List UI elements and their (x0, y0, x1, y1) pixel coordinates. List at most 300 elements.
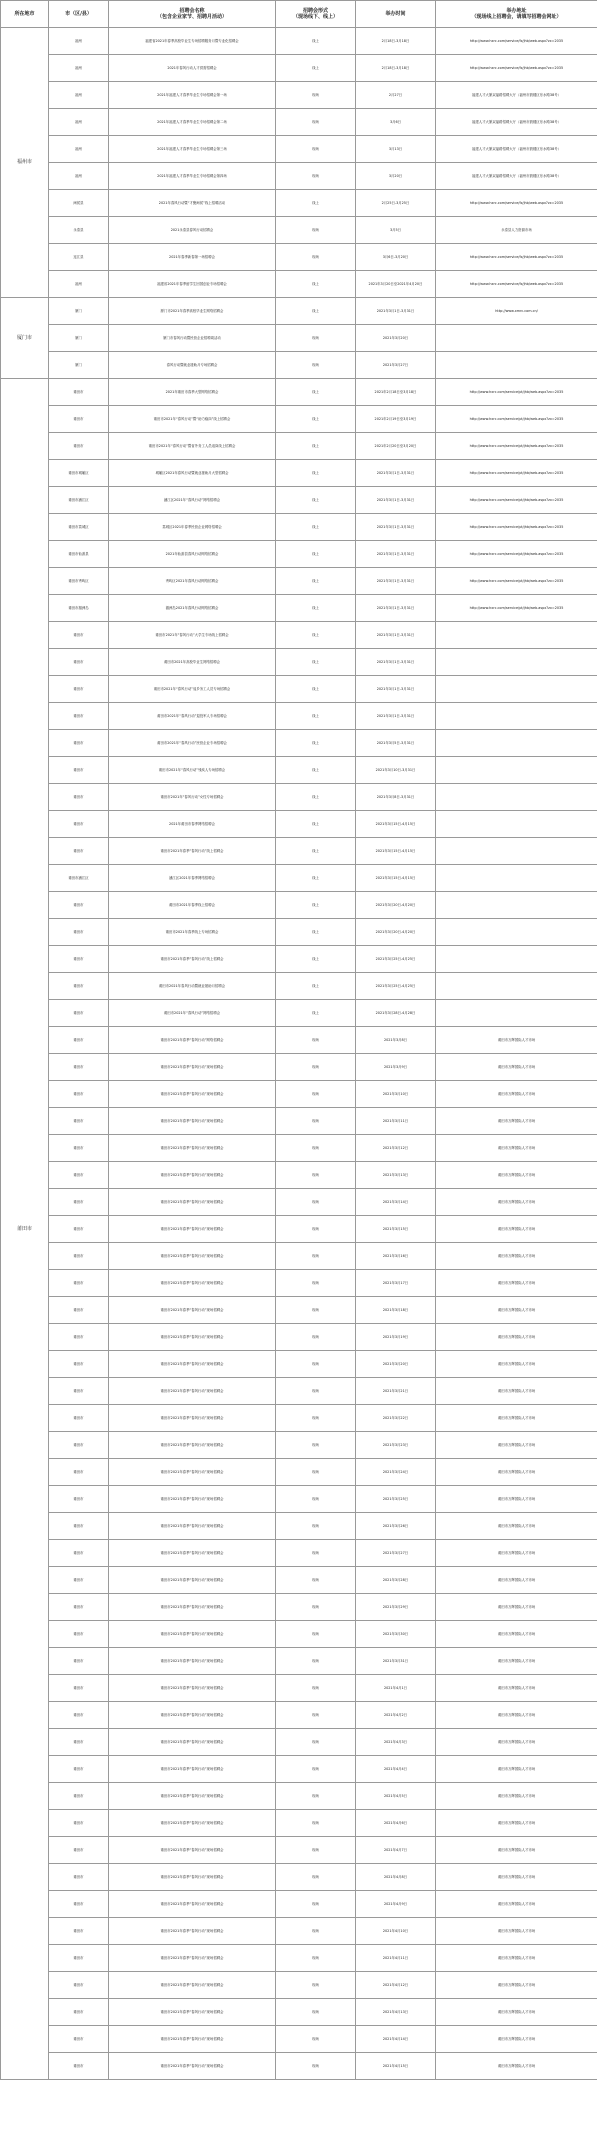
mode-cell: 线上 (276, 811, 356, 838)
mode-cell: 现场 (276, 2053, 356, 2080)
district-cell: 莆田市仙游县 (49, 541, 109, 568)
addr-cell: 莆田市万辉国际人才市场 (436, 1324, 597, 1351)
district-cell: 莆田市 (49, 1243, 109, 1270)
table-row (1, 946, 597, 973)
table-row (1, 1864, 597, 1891)
name-cell: 莆田市2021年春季“春风行动”现场招聘会 (109, 1945, 276, 1972)
name-cell: 莆田市2021年春季“春风行动”现场招聘会 (109, 1270, 276, 1297)
mode-cell: 线上 (276, 730, 356, 757)
mode-cell: 现场 (276, 217, 356, 244)
mode-cell: 线上 (276, 757, 356, 784)
mode-cell: 现场 (276, 1108, 356, 1135)
name-cell: 2021年莆田市春季网络招聘会 (109, 811, 276, 838)
table-row (1, 1027, 597, 1054)
district-cell: 莆田市 (49, 838, 109, 865)
time-cell: 2月27日 (356, 82, 436, 109)
mode-cell: 线上 (276, 838, 356, 865)
mode-cell: 线上 (276, 865, 356, 892)
district-cell: 莆田市 (49, 2026, 109, 2053)
district-cell: 莆田市 (49, 1297, 109, 1324)
name-cell: 莆田市2021年春季“春风行动”现场招聘会 (109, 1837, 276, 1864)
time-cell: 2021年4月6日 (356, 1810, 436, 1837)
header-addr-sub: （现场线上招聘会，请填写招聘会网址） (471, 14, 562, 20)
mode-cell: 现场 (276, 1135, 356, 1162)
time-cell: 3月5日 (356, 217, 436, 244)
addr-cell: 莆田市万辉国际人才市场 (436, 1891, 597, 1918)
addr-cell (436, 784, 597, 811)
addr-cell: 莆田市万辉国际人才市场 (436, 1945, 597, 1972)
addr-cell (436, 838, 597, 865)
table-row (1, 1594, 597, 1621)
time-cell: 2021年2月18日至3月18日 (356, 379, 436, 406)
district-cell: 莆田市 (49, 433, 109, 460)
time-cell: 2021年3月20日至2021年4月20日 (356, 271, 436, 298)
table-row (1, 55, 597, 82)
mode-cell: 现场 (276, 1729, 356, 1756)
table-row (1, 1243, 597, 1270)
time-cell: 2021年3月31日 (356, 1648, 436, 1675)
name-cell: 莆田市2021年春季“春风行动”现场招聘会 (109, 1891, 276, 1918)
name-cell: 莆田市2021年春季“春风行动”现场招聘会 (109, 1108, 276, 1135)
addr-cell: 莆田市万辉国际人才市场 (436, 1621, 597, 1648)
name-cell: 莆田市2021年春季“春风行动”现场招聘会 (109, 1513, 276, 1540)
name-cell: 莆田市2021年春季“春风行动”现场招聘会 (109, 1189, 276, 1216)
table-row (1, 622, 597, 649)
table-row (1, 514, 597, 541)
time-cell: 2021年3月20日 (356, 325, 436, 352)
district-cell: 莆田市 (49, 1810, 109, 1837)
time-cell: 2021年3月20日-4月20日 (356, 919, 436, 946)
time-cell: 2021年3月23日 (356, 1432, 436, 1459)
name-cell: 2021年福建人才春季毕业生专场招聘会第三场 (109, 136, 276, 163)
table-row (1, 1756, 597, 1783)
district-cell: 厦门 (49, 298, 109, 325)
table-row (1, 1891, 597, 1918)
district-cell: 莆田市 (49, 1378, 109, 1405)
time-cell: 2021年3月15日-4月15日 (356, 838, 436, 865)
mode-cell: 现场 (276, 163, 356, 190)
addr-cell: 莆田市万辉国际人才市场 (436, 2026, 597, 2053)
addr-cell: 莆田市万辉国际人才市场 (436, 1783, 597, 1810)
time-cell: 2021年4月10日 (356, 1918, 436, 1945)
addr-cell: 莆田市万辉国际人才市场 (436, 1054, 597, 1081)
mode-cell: 现场 (276, 2026, 356, 2053)
addr-cell: 莆田市万辉国际人才市场 (436, 1513, 597, 1540)
mode-cell: 线上 (276, 595, 356, 622)
mode-cell: 线上 (276, 298, 356, 325)
table-row (1, 244, 597, 271)
addr-cell (436, 703, 597, 730)
time-cell: 2021年3月21日 (356, 1378, 436, 1405)
table-row (1, 676, 597, 703)
addr-cell (436, 649, 597, 676)
district-cell: 莆田市 (49, 703, 109, 730)
mode-cell: 现场 (276, 1405, 356, 1432)
addr-cell: http://www.hxrc.com/service/pt/jhb/web.aspx?zx=2035 (436, 514, 597, 541)
addr-cell (436, 676, 597, 703)
district-cell: 莆田市 (49, 1756, 109, 1783)
district-cell: 永泰县 (49, 217, 109, 244)
district-cell: 莆田市 (49, 1270, 109, 1297)
addr-cell (436, 973, 597, 1000)
addr-cell: http://www.xmrc.com.cn/ (436, 298, 597, 325)
addr-cell: http://www.hxrc.com/service/pt/jhb/web.aspx?zx=2035 (436, 568, 597, 595)
table-row (1, 1810, 597, 1837)
name-cell: 莆田市2021年春季“春风行动”现场招聘会 (109, 1459, 276, 1486)
district-cell: 莆田市涵江区 (49, 865, 109, 892)
name-cell: 莆田市2021年春季“春风行动”现场招聘会 (109, 1243, 276, 1270)
time-cell: 2021年3月15日-4月15日 (356, 865, 436, 892)
addr-cell: 莆田市万辉国际人才市场 (436, 1108, 597, 1135)
mode-cell: 现场 (276, 1459, 356, 1486)
addr-cell (436, 757, 597, 784)
addr-cell: 莆田市万辉国际人才市场 (436, 1270, 597, 1297)
time-cell: 2021年4月11日 (356, 1945, 436, 1972)
time-cell: 2月18日-3月18日 (356, 55, 436, 82)
mode-cell: 现场 (276, 1189, 356, 1216)
time-cell: 2021年3月27日 (356, 352, 436, 379)
time-cell: 2021年3月5日-3月31日 (356, 730, 436, 757)
table-row (1, 1837, 597, 1864)
mode-cell: 现场 (276, 136, 356, 163)
district-cell: 莆田市 (49, 649, 109, 676)
name-cell: 秀屿区2021年春风行动网络招聘会 (109, 568, 276, 595)
table-row (1, 1945, 597, 1972)
table-row (1, 892, 597, 919)
name-cell: 莆田市2021年春季“春风行动”现场招聘会 (109, 1756, 276, 1783)
mode-cell: 现场 (276, 1567, 356, 1594)
mode-cell: 现场 (276, 1972, 356, 1999)
table-row (1, 1054, 597, 1081)
time-cell: 2021年3月1日-3月31日 (356, 514, 436, 541)
mode-cell: 现场 (276, 1702, 356, 1729)
mode-cell: 现场 (276, 1756, 356, 1783)
city-cell: 福州市 (1, 28, 49, 298)
table-row (1, 1567, 597, 1594)
table-row (1, 1459, 597, 1486)
addr-cell: 莆田市万辉国际人才市场 (436, 1837, 597, 1864)
addr-cell: http://www.hxrc.com/service/pt/jhb/web.aspx?zx=2035 (436, 595, 597, 622)
mode-cell: 线上 (276, 28, 356, 55)
name-cell: 厦门市春风行动暨民营企业招聘周活动 (109, 325, 276, 352)
addr-cell: http://www.hxrc.com/service/fz/jhb/web.aspx?zx=2035 (436, 190, 597, 217)
time-cell: 2021年3月26日 (356, 1513, 436, 1540)
addr-cell: 莆田市万辉国际人才市场 (436, 1243, 597, 1270)
table-row (1, 28, 597, 55)
header-row (1, 1, 597, 28)
table-row (1, 433, 597, 460)
addr-cell: 莆田市万辉国际人才市场 (436, 1459, 597, 1486)
mode-cell: 线上 (276, 784, 356, 811)
time-cell: 2021年3月27日 (356, 1540, 436, 1567)
name-cell: 莆田市2021年“春风行动”暨“助力稳岗”线上招聘会 (109, 406, 276, 433)
time-cell: 2021年4月9日 (356, 1891, 436, 1918)
mode-cell: 线上 (276, 703, 356, 730)
name-cell: 莆田市2021年春季“春风行动”现场招聘会 (109, 2053, 276, 2080)
name-cell: 莆田市2021年“春风行动”大学生专场线上招聘会 (109, 622, 276, 649)
mode-cell: 线上 (276, 919, 356, 946)
addr-cell: 莆田市万辉国际人才市场 (436, 1297, 597, 1324)
addr-cell: 莆田市万辉国际人才市场 (436, 1864, 597, 1891)
table-row (1, 1324, 597, 1351)
table-row (1, 1351, 597, 1378)
addr-cell: 莆田市万辉国际人才市场 (436, 1432, 597, 1459)
name-cell: 涵江区2021年春季网络招聘会 (109, 865, 276, 892)
district-cell: 莆田市 (49, 1459, 109, 1486)
mode-cell: 现场 (276, 1837, 356, 1864)
table-row (1, 595, 597, 622)
name-cell: 莆田市2021年“春风行动”返乡务工人员专场招聘会 (109, 676, 276, 703)
time-cell: 2021年3月25日 (356, 1486, 436, 1513)
name-cell: 2021年福建人才春季毕业生专场招聘会第四场 (109, 163, 276, 190)
addr-cell: 莆田市万辉国际人才市场 (436, 1081, 597, 1108)
table-row (1, 1783, 597, 1810)
addr-cell: http://www.hxrc.com/service/pt/jhb/web.aspx?zx=2035 (436, 460, 597, 487)
mode-cell: 现场 (276, 1648, 356, 1675)
addr-cell: 福建人才大厦双福路招聘大厅（福州市鼓楼区东水路38号） (436, 163, 597, 190)
table-row (1, 1999, 597, 2026)
time-cell: 2021年2月19日至3月19日 (356, 406, 436, 433)
addr-cell: http://www.hxrc.com/service/fz/jhb/web.aspx?zx=2035 (436, 55, 597, 82)
time-cell: 2021年3月1日-3月31日 (356, 649, 436, 676)
name-cell: 莆田市2021年春季“春风行动”现场招聘会 (109, 1810, 276, 1837)
name-cell: 荔城区2021年春季民营企业网络招聘会 (109, 514, 276, 541)
name-cell: 莆田市2021年春季“春风行动”现场招聘会 (109, 1972, 276, 1999)
name-cell: 厦门市2021年春季高校毕业生网络招聘会 (109, 298, 276, 325)
name-cell: 莆田市2021年春季“春风行动”现场招聘会 (109, 1351, 276, 1378)
name-cell: 莆田市2021年春季线上招聘会 (109, 892, 276, 919)
district-cell: 莆田市 (49, 784, 109, 811)
addr-cell (436, 730, 597, 757)
time-cell: 2021年3月22日 (356, 1405, 436, 1432)
time-cell: 2021年3月1日-3月31日 (356, 595, 436, 622)
table-row (1, 1432, 597, 1459)
addr-cell: http://www.hxrc.com/service/pt/jhb/web.aspx?zx=2035 (436, 487, 597, 514)
header-city: 所在地市 (1, 1, 49, 28)
table-row (1, 1702, 597, 1729)
time-cell: 2021年3月11日 (356, 1108, 436, 1135)
addr-cell: 莆田市万辉国际人才市场 (436, 1378, 597, 1405)
name-cell: 莆田市2021年春季“春风行动”现场招聘会 (109, 1324, 276, 1351)
addr-cell: 莆田市万辉国际人才市场 (436, 1135, 597, 1162)
district-cell: 莆田市 (49, 1000, 109, 1027)
district-cell: 连江县 (49, 244, 109, 271)
district-cell: 莆田市 (49, 1162, 109, 1189)
mode-cell: 线上 (276, 433, 356, 460)
name-cell: 莆田市2021年春季“春风行动”现场招聘会 (109, 1135, 276, 1162)
mode-cell: 现场 (276, 1594, 356, 1621)
name-cell: 莆田市2021年春季“春风行动”现场招聘会 (109, 1297, 276, 1324)
time-cell: 2021年3月17日 (356, 1270, 436, 1297)
name-cell: 福建省2021年春季高校毕业生专场招聘服务月暨专业化招聘会 (109, 28, 276, 55)
mode-cell: 线上 (276, 406, 356, 433)
district-cell: 莆田市 (49, 1540, 109, 1567)
mode-cell: 线上 (276, 1000, 356, 1027)
district-cell: 莆田市 (49, 1972, 109, 1999)
name-cell: 莆田市2021年春季“春风行动”现场招聘会 (109, 1648, 276, 1675)
district-cell: 莆田市 (49, 1324, 109, 1351)
table-row (1, 1648, 597, 1675)
addr-cell: 福建人才大厦双福路招聘大厅（福州市鼓楼区东水路38号） (436, 109, 597, 136)
addr-cell: 莆田市万辉国际人才市场 (436, 1972, 597, 1999)
table-row (1, 703, 597, 730)
name-cell: 涵江区2021年“春风行动”网络招聘会 (109, 487, 276, 514)
time-cell: 2月25日-3月25日 (356, 190, 436, 217)
district-cell: 莆田市 (49, 1918, 109, 1945)
table-row (1, 1405, 597, 1432)
mode-cell: 现场 (276, 1513, 356, 1540)
name-cell: 莆田市2021年春季线上专场招聘会 (109, 919, 276, 946)
time-cell: 2021年3月18日 (356, 1297, 436, 1324)
district-cell: 莆田市 (49, 1621, 109, 1648)
table-row (1, 1108, 597, 1135)
name-cell: 莆田市2021年春季“春风行动”现场招聘会 (109, 1918, 276, 1945)
name-cell: 莆田市2021年春季“春风行动”现场招聘会 (109, 1567, 276, 1594)
table-row (1, 973, 597, 1000)
addr-cell: 莆田市万辉国际人才市场 (436, 1486, 597, 1513)
addr-cell: 莆田市万辉国际人才市场 (436, 1540, 597, 1567)
addr-cell (436, 325, 597, 352)
district-cell: 莆田市涵江区 (49, 487, 109, 514)
name-cell: 莆田市2021年“春风行动”退役军人专场招聘会 (109, 703, 276, 730)
table-row (1, 82, 597, 109)
district-cell: 莆田市 (49, 1405, 109, 1432)
district-cell: 莆田市 (49, 676, 109, 703)
district-cell: 莆田市 (49, 1864, 109, 1891)
district-cell: 莆田市 (49, 1783, 109, 1810)
header-time: 举办时间 (356, 1, 436, 28)
time-cell: 2021年3月14日 (356, 1189, 436, 1216)
addr-cell: 莆田市万辉国际人才市场 (436, 1810, 597, 1837)
name-cell: 莆田市2021年春季“春风行动”现场招聘会 (109, 1378, 276, 1405)
name-cell: 莆田市2021年春季“春风行动”现场招聘会 (109, 1540, 276, 1567)
table-row (1, 109, 597, 136)
mode-cell: 线上 (276, 649, 356, 676)
header-addr-title: 举办地址 (506, 8, 527, 14)
name-cell: 莆田市2021年春季“春风行动”现场招聘会 (109, 1729, 276, 1756)
mode-cell: 现场 (276, 1054, 356, 1081)
addr-cell (436, 865, 597, 892)
name-cell: 莆田市2021年“春风行动”女性专场招聘会 (109, 784, 276, 811)
district-cell: 莆田市 (49, 1216, 109, 1243)
name-cell: 2021年福建人才春季毕业生专场招聘会第一场 (109, 82, 276, 109)
district-cell: 莆田市 (49, 1594, 109, 1621)
time-cell: 2021年3月25日-4月25日 (356, 973, 436, 1000)
addr-cell (436, 946, 597, 973)
name-cell: 莆田市2021年春季“春风行动”现场招聘会 (109, 1783, 276, 1810)
mode-cell: 现场 (276, 325, 356, 352)
time-cell: 2021年4月4日 (356, 1756, 436, 1783)
time-cell: 2021年4月2日 (356, 1702, 436, 1729)
table-row (1, 190, 597, 217)
time-cell: 2021年3月10日-3月31日 (356, 757, 436, 784)
district-cell: 莆田市 (49, 622, 109, 649)
table-row (1, 1135, 597, 1162)
addr-cell: http://www.hxrc.com/service/fz/jhb/web.aspx?zx=2035 (436, 244, 597, 271)
header-district: 市（区/县） (49, 1, 109, 28)
district-cell: 莆田市 (49, 379, 109, 406)
time-cell: 2021年3月8日 (356, 1027, 436, 1054)
addr-cell (436, 892, 597, 919)
mode-cell: 现场 (276, 1351, 356, 1378)
time-cell: 2021年3月25日-4月25日 (356, 946, 436, 973)
district-cell: 莆田市秀屿区 (49, 568, 109, 595)
mode-cell: 线上 (276, 622, 356, 649)
mode-cell: 线上 (276, 946, 356, 973)
addr-cell: 莆田市万辉国际人才市场 (436, 1648, 597, 1675)
table-row (1, 1000, 597, 1027)
district-cell: 莆田市 (49, 1081, 109, 1108)
header-name (109, 1, 276, 28)
name-cell: 湄洲岛2021年春风行动网络招聘会 (109, 595, 276, 622)
time-cell: 2021年2月20日至3月20日 (356, 433, 436, 460)
table-row (1, 919, 597, 946)
addr-cell: 莆田市万辉国际人才市场 (436, 1918, 597, 1945)
district-cell: 厦门 (49, 352, 109, 379)
name-cell: 2021年春季新春第一场招聘会 (109, 244, 276, 271)
addr-cell (436, 622, 597, 649)
mode-cell: 现场 (276, 1540, 356, 1567)
mode-cell: 线上 (276, 190, 356, 217)
name-cell: 莆田市2021年“春风行动”民营企业专场招聘会 (109, 730, 276, 757)
name-cell: 莆田市2021年春季“春风行动”现场招聘会 (109, 1162, 276, 1189)
table-row (1, 784, 597, 811)
time-cell: 2021年3月1日-3月31日 (356, 487, 436, 514)
mode-cell: 现场 (276, 352, 356, 379)
addr-cell: 福建人才大厦双福路招聘大厅（福州市鼓楼区东水路38号） (436, 82, 597, 109)
table-row (1, 757, 597, 784)
table-row (1, 865, 597, 892)
table-row (1, 406, 597, 433)
table-row (1, 1486, 597, 1513)
time-cell: 2021年3月1日-3月31日 (356, 460, 436, 487)
time-cell: 2021年3月1日-3月31日 (356, 298, 436, 325)
time-cell: 2021年3月24日 (356, 1459, 436, 1486)
addr-cell: 莆田市万辉国际人才市场 (436, 1351, 597, 1378)
time-cell: 2021年3月9日 (356, 1054, 436, 1081)
district-cell: 莆田市 (49, 1648, 109, 1675)
mode-cell: 线上 (276, 892, 356, 919)
district-cell: 莆田市 (49, 1027, 109, 1054)
addr-cell: 莆田市万辉国际人才市场 (436, 1729, 597, 1756)
time-cell: 3月20日 (356, 163, 436, 190)
addr-cell: 福建人才大厦双福路招聘大厅（福州市鼓楼区东水路38号） (436, 136, 597, 163)
mode-cell: 现场 (276, 82, 356, 109)
table-row (1, 838, 597, 865)
district-cell: 莆田市 (49, 1567, 109, 1594)
time-cell: 3月6日 (356, 109, 436, 136)
table-row (1, 1621, 597, 1648)
addr-cell: 莆田市万辉国际人才市场 (436, 1189, 597, 1216)
mode-cell: 现场 (276, 1675, 356, 1702)
time-cell: 2021年4月14日 (356, 2026, 436, 2053)
addr-cell: 莆田市万辉国际人才市场 (436, 1702, 597, 1729)
time-cell: 2021年3月8日-3月31日 (356, 784, 436, 811)
addr-cell: 莆田市万辉国际人才市场 (436, 1567, 597, 1594)
table-row (1, 1081, 597, 1108)
header-addr (436, 1, 597, 28)
table-row (1, 1918, 597, 1945)
district-cell: 福州 (49, 55, 109, 82)
mode-cell: 线上 (276, 568, 356, 595)
time-cell: 2021年3月15日 (356, 1216, 436, 1243)
addr-cell: http://www.hxrc.com/service/fz/jhb/web.aspx?zx=2035 (436, 28, 597, 55)
name-cell: 莆田市2021年春季“春风行动”现场招聘会 (109, 1054, 276, 1081)
addr-cell: 莆田市万辉国际人才市场 (436, 1756, 597, 1783)
mode-cell: 线上 (276, 487, 356, 514)
district-cell: 莆田市荔城区 (49, 514, 109, 541)
mode-cell: 现场 (276, 1162, 356, 1189)
